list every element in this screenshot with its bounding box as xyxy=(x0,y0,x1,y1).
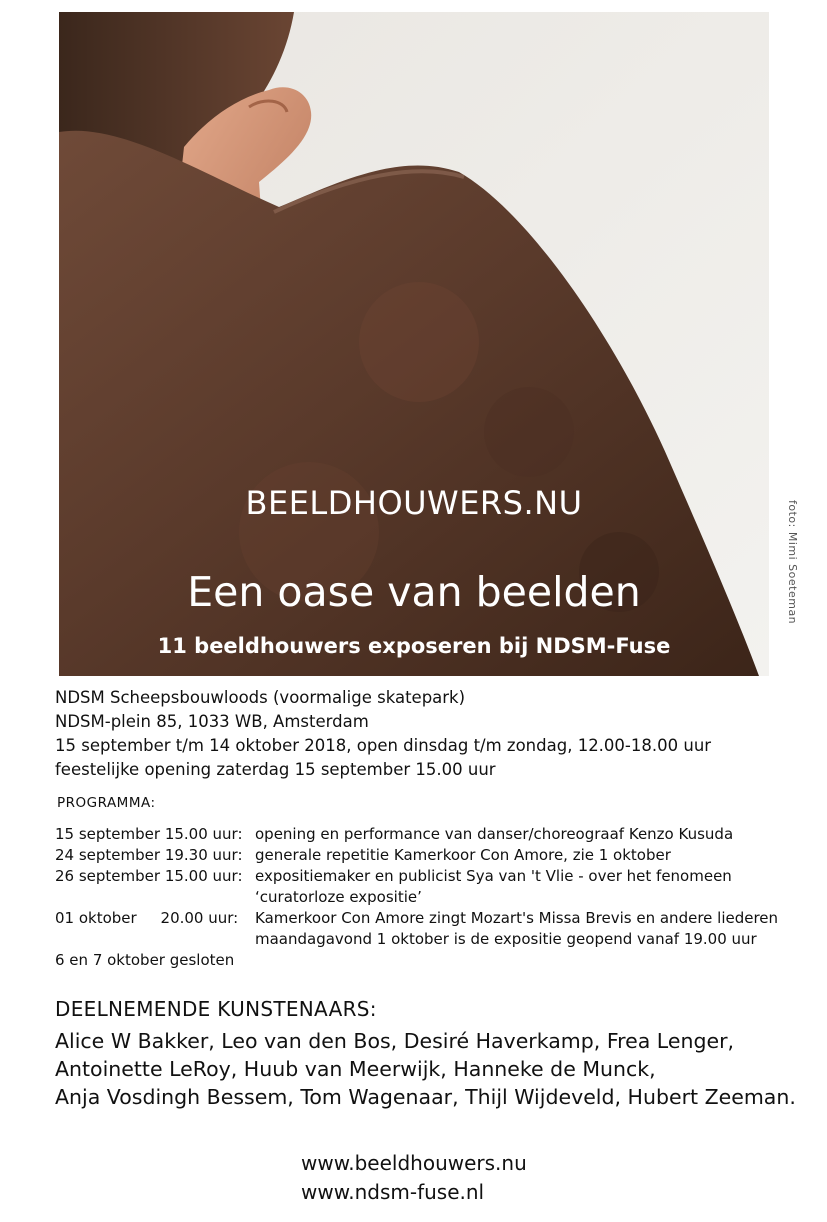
program-when: 24 september 19.30 uur: xyxy=(55,846,243,864)
program-what: generale repetitie Kamerkoor Con Amore, zie 1 oktober xyxy=(255,846,671,864)
artists-title: DEELNEMENDE KUNSTENAARS: xyxy=(55,997,377,1021)
closed-notice: 6 en 7 oktober gesloten xyxy=(55,951,235,969)
exhibition-dates: 15 september t/m 14 oktober 2018, open dinsdag t/m zondag, 12.00-18.00 uur xyxy=(55,736,712,755)
artists-line: Anja Vosdingh Bessem, Tom Wagenaar, Thijl Wijdeveld, Hubert Zeeman. xyxy=(55,1085,796,1109)
headline: Een oase van beelden xyxy=(187,568,641,616)
programma-label: PROGRAMMA: xyxy=(57,795,156,811)
link-beeldhouwers[interactable]: www.beeldhouwers.nu xyxy=(301,1151,527,1175)
program-when: 26 september 15.00 uur: xyxy=(55,867,243,885)
opening-info: feestelijke opening zaterdag 15 september 15.00 uur xyxy=(55,760,496,779)
photo-credit: foto: Mimi Soeteman xyxy=(786,500,799,625)
program-when: 01 oktober 20.00 uur: xyxy=(55,909,239,927)
artists-line: Antoinette LeRoy, Huub van Meerwijk, Hanneke de Munck, xyxy=(55,1057,656,1081)
program-what: maandagavond 1 oktober is de expositie geopend vanaf 19.00 uur xyxy=(255,930,757,948)
artists-line: Alice W Bakker, Leo van den Bos, Desiré Haverkamp, Frea Lenger, xyxy=(55,1029,735,1053)
brand-title: BEELDHOUWERS.NU xyxy=(245,484,583,522)
hero-photo xyxy=(59,12,769,676)
subheadline: 11 beeldhouwers exposeren bij NDSM-Fuse xyxy=(157,634,671,658)
program-what: opening en performance van danser/choreograaf Kenzo Kusuda xyxy=(255,825,734,843)
program-what: expositiemaker en publicist Sya van 't Vlie - over het fenomeen xyxy=(255,867,732,885)
program-when: 15 september 15.00 uur: xyxy=(55,825,243,843)
program-what: Kamerkoor Con Amore zingt Mozart's Missa Brevis en andere liederen xyxy=(255,909,779,927)
link-ndsm-fuse[interactable]: www.ndsm-fuse.nl xyxy=(301,1180,485,1204)
program-what: ‘curatorloze expositie’ xyxy=(255,888,422,906)
venue-address: NDSM-plein 85, 1033 WB, Amsterdam xyxy=(55,712,369,731)
venue-name: NDSM Scheepsbouwloods (voormalige skatepark) xyxy=(55,688,466,707)
